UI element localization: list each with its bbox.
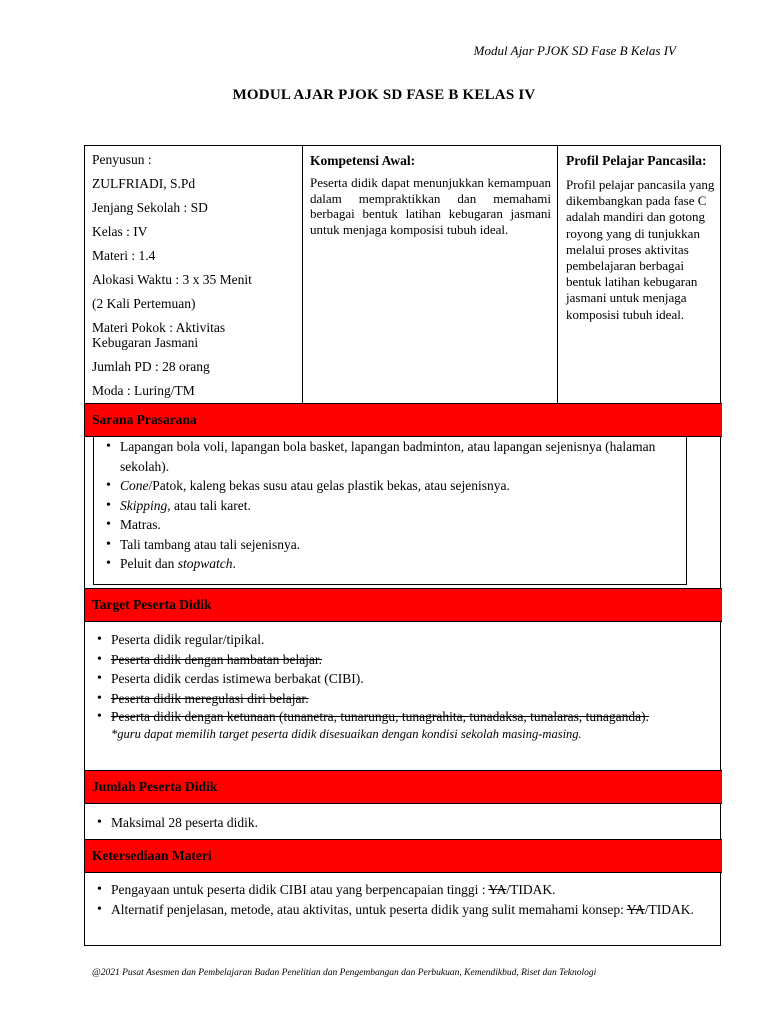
sarana-section [85,437,722,587]
struck-option: YA [626,901,645,917]
copyright-footer: @2021 Pusat Asesmen dan Pembelajaran Badan Penelitian dan Pengembangan dan Perbukuan, Kemendikbud, Riset dan Teknologi [92,968,597,978]
ketersediaan-section [85,880,722,919]
target-note: *guru dapat memilih target peserta didik disesuaikan dengan kondisi sekolah masing-masing. [111,727,582,741]
struck-option: YA [488,882,507,897]
target-list [85,630,722,725]
jumlah-header: Jumlah Peserta Didik [85,770,722,804]
kompetensi-column [303,146,558,403]
info-column [85,146,303,403]
list-item: • Skipping, atau tali karet. [94,496,678,516]
list-item: • Peserta didik meregulasi diri belajar. [85,689,722,709]
list-item: • Peserta didik cerdas istimewa berbakat (CIBI). [85,669,722,689]
profil-text: Profil pelajar pancasila yang dikembangkan pada fase C adalah mandiri dan gotong royong yang di tunjukkan melalui proses aktivitas pembelajaran berbagai bentuk latihan kebugaran jasmani untuk menjaga komposisi tubuh ideal. [566,177,715,322]
list-item: • Tali tambang atau tali sejenisnya. [94,535,678,555]
target-section [85,630,722,743]
sarana-list [94,436,686,574]
list-item: • Peluit dan stopwatch. [94,554,678,574]
info-author-label: Penyusun : [92,152,152,167]
list-item: • Alternatif penjelasan, metode, atau aktivitas, untuk peserta didik yang sulit memahami konsep: YA/TIDAK. [85,900,722,920]
info-mode: Moda : Luring/TM [92,383,195,398]
info-author-name: ZULFRIADI, S.Pd [92,176,196,191]
profil-column [558,146,721,403]
module-table [84,145,721,946]
document-title: MODUL AJAR PJOK SD FASE B KELAS IV [232,87,536,103]
target-header: Target Peserta Didik [85,588,722,622]
info-meetings: (2 Kali Pertemuan) [92,296,196,311]
jumlah-section [85,813,722,833]
sarana-inner-box [93,436,687,585]
list-item: • Cone/Patok, kaleng bekas susu atau gelas plastik bekas, atau sejenisnya. [94,476,678,496]
info-main-material: Materi Pokok : Aktivitas Kebugaran Jasmani [92,320,226,350]
list-item: • Maksimal 28 peserta didik. [85,813,722,833]
list-item: • Lapangan bola voli, lapangan bola basket, lapangan badminton, atau lapangan sejenisnya (halaman sekolah). [94,437,678,476]
info-materi: Materi : 1.4 [92,248,156,263]
sarana-header: Sarana Prasarana [85,403,722,437]
list-item: • Peserta didik regular/tipikal. [85,630,722,650]
profil-heading: Profil Pelajar Pancasila: [566,153,707,168]
info-class: Kelas : IV [92,224,148,239]
list-item: • Pengayaan untuk peserta didik CIBI atau yang berpencapaian tinggi : YA/TIDAK. [85,880,722,900]
list-item: • Matras. [94,515,678,535]
ketersediaan-header: Ketersediaan Materi [85,839,722,873]
info-time-allocation: Alokasi Waktu : 3 x 35 Menit [92,272,252,287]
jumlah-list [85,813,722,833]
info-school-level: Jenjang Sekolah : SD [92,200,208,215]
info-student-count: Jumlah PD : 28 orang [92,359,210,374]
ketersediaan-list [85,880,722,919]
running-header: Modul Ajar PJOK SD Fase B Kelas IV [473,43,676,58]
kompetensi-text: Peserta didik dapat menunjukkan kemampuan dalam mempraktikkan dan memahami berbagai bentuk latihan kebugaran jasmani untuk menjaga komposisi tubuh ideal. [310,175,551,237]
kompetensi-heading: Kompetensi Awal: [310,153,416,168]
list-item: • Peserta didik dengan ketunaan (tunanetra, tunarungu, tunagrahita, tunadaksa, tunalaras, tunaganda). [85,708,722,725]
list-item: • Peserta didik dengan hambatan belajar. [85,650,722,670]
